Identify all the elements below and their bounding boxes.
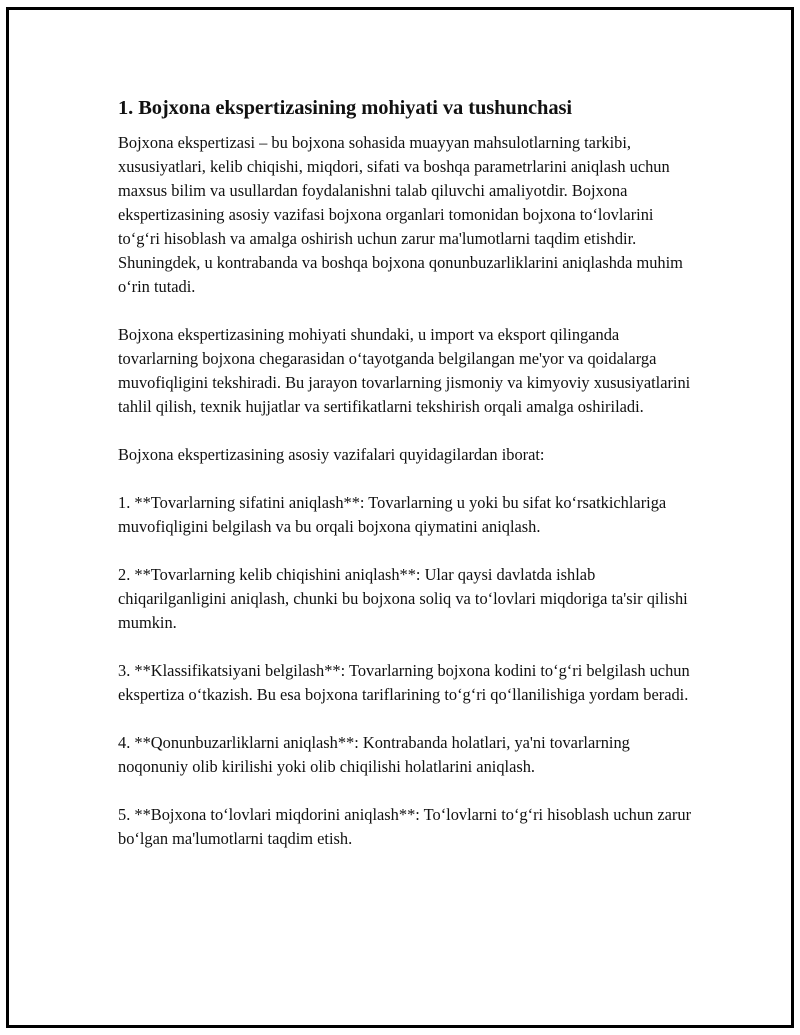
section-title: 1. Bojxona ekspertizasining mohiyati va tushunchasi [118,97,572,119]
paragraph-essence: Bojxona ekspertizasining mohiyati shundaki, u import va eksport qilinganda tovarlarning bojxona chegarasidan o‘tayotganda belgilangan me'yor va qoidalarga muvofiqligini tekshiradi. Bu jarayon tovarlarning jismoniy va kimyoviy xususiyatlarini tahlil qilish, texnik hujjatlar va sertifikatlarni tekshirish orqali amalga oshiriladi. [118,325,691,416]
paragraph-tasks-heading: Bojxona ekspertizasining asosiy vazifalari quyidagilardan iborat: [118,445,545,464]
paragraph-intro: Bojxona ekspertizasi – bu bojxona sohasida muayyan mahsulotlarning tarkibi, xususiyatlari, kelib chiqishi, miqdori, sifati va boshqa parametrlarini aniqlash uchun maxsus bilim va usullardan foydalanishni talab qiluvchi amaliyotdir. Bojxona ekspertizasining asosiy vazifasi bojxona organlari tomonidan bojxona to‘lovlarini to‘g‘ri hisoblash va amalga oshirish uchun zarur ma'lumotlarni taqdim etishdir. Shuningdek, u kontrabanda va boshqa bojxona qonunbuzarliklarini aniqlashda muhim o‘rin tutadi. [118,133,683,296]
document-body [118,95,698,875]
list-item-origin: 2. **Tovarlarning kelib chiqishini aniqlash**: Ular qaysi davlatda ishlab chiqarilganligini aniqlash, chunki bu bojxona soliq va to‘lovlari miqdoriga ta'sir qilishi mumkin. [118,565,688,632]
list-item-payments: 5. **Bojxona to‘lovlari miqdorini aniqlash**: To‘lovlarni to‘g‘ri hisoblash uchun zarur bo‘lgan ma'lumotlarni taqdim etish. [118,805,692,848]
list-item-violations: 4. **Qonunbuzarliklarni aniqlash**: Kontrabanda holatlari, ya'ni tovarlarning noqonuniy olib kirilishi yoki olib chiqilishi holatlarini aniqlash. [118,733,630,776]
list-item-quality: 1. **Tovarlarning sifatini aniqlash**: Tovarlarning u yoki bu sifat ko‘rsatkichlariga muvofiqligini belgilash va bu orqali bojxona qiymatini aniqlash. [118,493,667,536]
list-item-classification: 3. **Klassifikatsiyani belgilash**: Tovarlarning bojxona kodini to‘g‘ri belgilash uchun ekspertiza o‘tkazish. Bu esa bojxona tariflarining to‘g‘ri qo‘llanilishiga yordam beradi. [118,661,690,704]
